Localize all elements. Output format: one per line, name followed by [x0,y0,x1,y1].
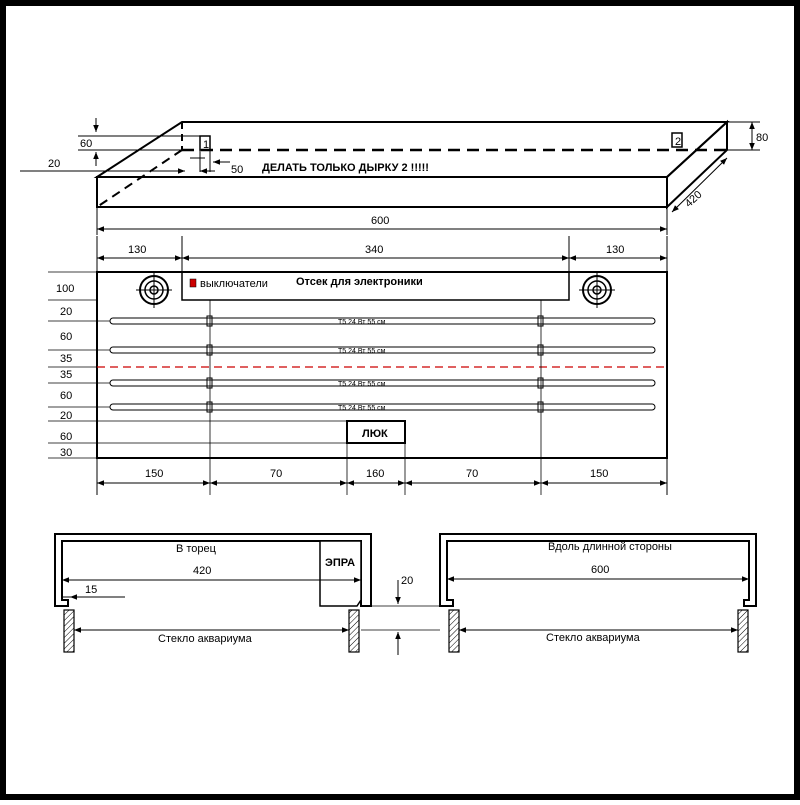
left-dim-6: 60 [60,390,73,402]
box-front-face [97,177,667,207]
glass-left-end [64,610,74,652]
side-view-title: Вдоль длинной стороны [548,541,672,553]
gap-20-label: 20 [401,575,414,587]
top-dim-2: 340 [365,244,384,256]
fan-icon-right [579,272,615,308]
ballast-label: ЭПРА [325,557,356,569]
lamp-label-1: T5 24 Вт 55 см [338,319,386,326]
ballast-box [320,541,361,606]
lamp-label-2: T5 24 Вт 55 см [338,348,386,355]
left-dim-3: 60 [60,331,73,343]
dim-420-label: 420 [682,188,705,210]
bottom-dim-3: 160 [366,468,385,480]
hole-note: ДЕЛАТЬ ТОЛЬКО ДЫРКУ 2 !!!!! [262,162,429,174]
compartment-label: Отсек для электроники [296,276,423,288]
glass-left-side [449,610,459,652]
end-lip-label: 15 [85,584,98,596]
left-dim-1: 100 [56,283,75,295]
dim-600-label: 600 [371,215,390,227]
left-dim-8: 60 [60,431,73,443]
fan-icon-left [136,272,172,308]
hole-2-label: 2 [675,136,682,148]
lamp-label-3: T5 24 Вт 55 см [338,381,386,388]
lamp-label-4: T5 24 Вт 55 см [338,405,386,412]
side-width-label: 600 [591,564,610,576]
dim-80-label: 80 [756,132,769,144]
isometric-view [20,118,760,235]
hatch-label: ЛЮК [362,428,388,440]
end-glass-label: Стекло аквариума [158,633,252,645]
dim-60-label: 60 [80,138,93,150]
bottom-dim-4: 70 [466,468,479,480]
end-width-label: 420 [193,565,212,577]
dim-20-label: 20 [48,158,61,170]
hole-1-label: 1 [203,139,210,151]
bottom-dim-2: 70 [270,468,283,480]
left-dim-4: 35 [60,353,73,365]
lamps [110,316,655,412]
left-dim-9: 30 [60,447,73,459]
top-dim-3: 130 [606,244,625,256]
glass-right-end [349,610,359,652]
glass-right-side [738,610,748,652]
top-dim-1: 130 [128,244,147,256]
bottom-dim-1: 150 [145,468,164,480]
left-dim-2: 20 [60,306,73,318]
left-dim-7: 20 [60,410,73,422]
left-dim-5: 35 [60,369,73,381]
side-glass-label: Стекло аквариума [546,632,640,644]
plan-view [48,236,667,495]
switch-label: выключатели [200,278,268,290]
bottom-dim-5: 150 [590,468,609,480]
end-view-title: В торец [176,543,216,555]
dim-50-label: 50 [231,164,244,176]
switch-indicator [190,279,196,287]
